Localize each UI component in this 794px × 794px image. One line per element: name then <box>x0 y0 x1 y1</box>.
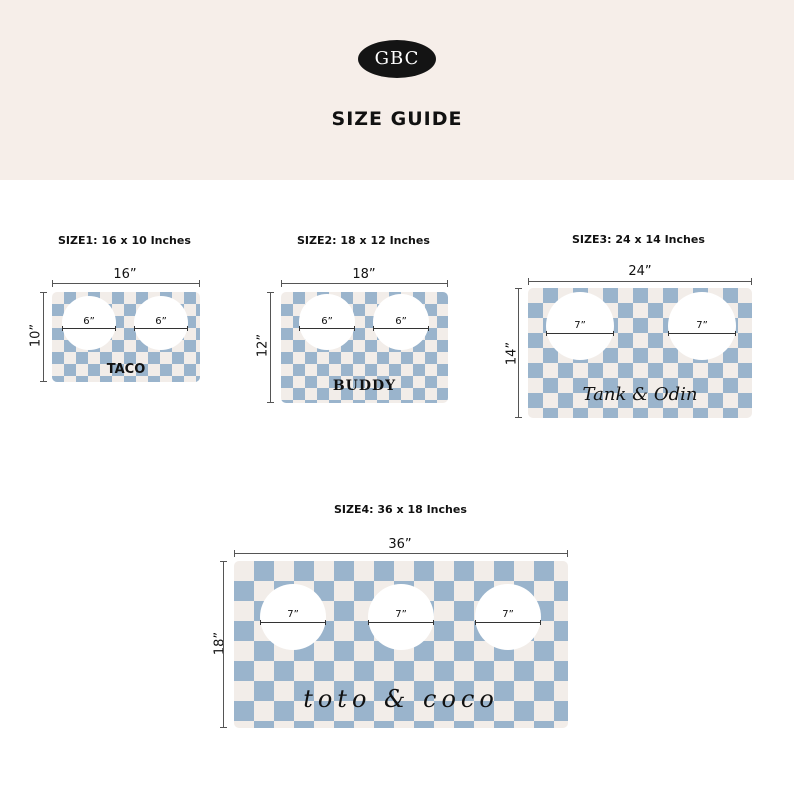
size4-bowl-3-label: 7” <box>502 609 514 620</box>
size4-width-text: 36” <box>388 537 412 552</box>
size2-height-line <box>270 292 271 403</box>
size4-mat <box>234 561 568 728</box>
size1-bowl-2-label: 6” <box>155 316 167 327</box>
size1-label: SIZE1: 16 x 10 Inches <box>58 234 191 247</box>
size2-bowl-2-dim <box>373 328 429 329</box>
size1-pet-name: TACO <box>106 362 146 377</box>
size1-mat <box>52 292 200 382</box>
size2-pet-name: BUDDY <box>332 378 397 394</box>
size4-bowl-2-label: 7” <box>395 609 407 620</box>
size3-bowl-2-label: 7” <box>696 320 708 331</box>
size2-mat <box>281 292 448 403</box>
page-title: SIZE GUIDE <box>331 108 463 130</box>
size2-width-text: 18” <box>352 267 376 282</box>
size3-bowl-1-label: 7” <box>574 320 586 331</box>
size3-mat <box>528 288 752 418</box>
size4-bowl-1-label: 7” <box>287 609 299 620</box>
size4-width-line <box>234 553 568 554</box>
size1-bowl-2-dim <box>134 328 188 329</box>
size4-bowl-2-dim <box>368 622 434 623</box>
size2-bowl-2-label: 6” <box>395 316 407 327</box>
size2-width-line <box>281 283 448 284</box>
size3-width-line <box>528 281 752 282</box>
size4-bowl-1-dim <box>260 622 326 623</box>
size3-bowl-2-dim <box>668 333 736 334</box>
size2-bowl-1-label: 6” <box>321 316 333 327</box>
size1-width-line <box>52 283 200 284</box>
size3-height-text: 14” <box>504 341 520 366</box>
size1-bowl-1-label: 6” <box>83 316 95 327</box>
size3-pet-name: Tank & Odin <box>582 384 698 405</box>
size4-bowl-3-dim <box>475 622 541 623</box>
size3-label: SIZE3: 24 x 14 Inches <box>572 233 705 246</box>
size1-height-line <box>43 292 44 382</box>
size2-label: SIZE2: 18 x 12 Inches <box>297 234 430 247</box>
size3-width-text: 24” <box>628 264 652 279</box>
brand-logo-text: GBC <box>374 48 420 69</box>
size3-height-line <box>518 288 519 418</box>
size1-width-text: 16” <box>113 267 137 282</box>
size4-height-line <box>223 561 224 728</box>
size2-height-text: 12” <box>255 333 271 358</box>
brand-logo <box>358 40 436 78</box>
size2-bowl-1-dim <box>299 328 355 329</box>
size4-label: SIZE4: 36 x 18 Inches <box>334 503 467 516</box>
size3-bowl-1-dim <box>546 333 614 334</box>
header-band <box>0 0 794 180</box>
size1-bowl-1-dim <box>62 328 116 329</box>
size4-pet-name: toto & coco <box>303 685 499 713</box>
size1-height-text: 10” <box>28 323 44 348</box>
size4-height-text: 18” <box>212 631 228 656</box>
